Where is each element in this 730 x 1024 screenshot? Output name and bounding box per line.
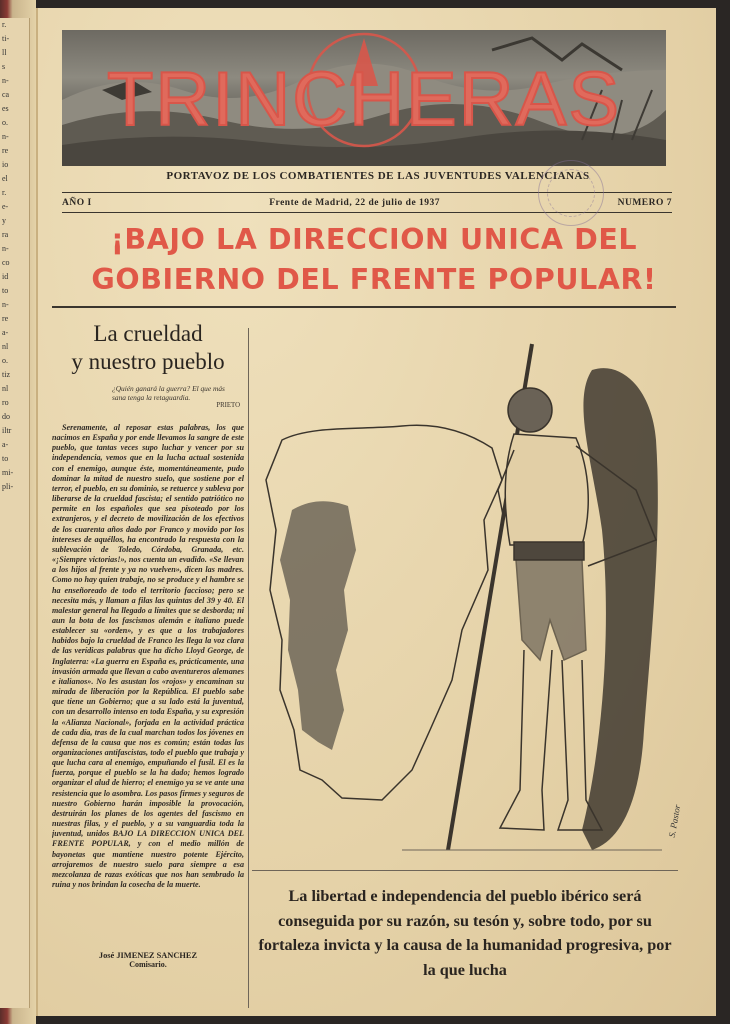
figure-shadow <box>582 368 658 850</box>
adjacent-page-text-fragment: a- <box>2 328 9 337</box>
issue-number: NUMERO 7 <box>617 198 672 208</box>
article-column <box>52 320 244 969</box>
adjacent-page-text-fragment: iltr <box>2 426 12 435</box>
headline-line-2: GOBIERNO DEL FRENTE POPULAR! <box>91 263 657 296</box>
adjacent-page-text-fragment: nl <box>2 342 9 351</box>
adjacent-page-text-fragment: co <box>2 258 10 267</box>
adjacent-page-text-fragment: io <box>2 160 9 169</box>
adjacent-page-text-fragment: ro <box>2 398 9 407</box>
adjacent-page-text-fragment: ll <box>2 48 7 57</box>
adjacent-page-text-fragment: e- <box>2 202 9 211</box>
adjacent-page-text-fragment: n- <box>2 76 9 85</box>
adjacent-page-text-fragment: el <box>2 174 8 183</box>
library-stamp <box>538 160 604 226</box>
adjacent-page-edge <box>0 18 30 1008</box>
masthead-title: TRINCHERAS <box>106 57 622 142</box>
adjacent-page-text-fragment: ra <box>2 230 9 239</box>
divider-rule <box>252 870 678 871</box>
illustration-artist-signature: S. Pastor <box>666 803 683 839</box>
issue-year: AÑO I <box>62 198 92 208</box>
adjacent-page-text-fragment: nl <box>2 384 9 393</box>
portugal-shaded-region <box>280 501 356 750</box>
adjacent-page-text-fragment: re <box>2 314 9 323</box>
adjacent-page-text-fragment: y <box>2 216 6 225</box>
article-title-line-2: y nuestro pueblo <box>71 349 225 374</box>
adjacent-page-text-fragment: n- <box>2 132 9 141</box>
adjacent-page-text-fragment: pli- <box>2 482 14 491</box>
adjacent-page-text-fragment: n- <box>2 300 9 309</box>
adjacent-page-text-fragment: r. <box>2 20 7 29</box>
divider-rule <box>52 306 676 308</box>
adjacent-page-text-fragment: re <box>2 146 9 155</box>
article-body: Serenamente, al reposar estas palabras, los que nacimos en España y por ende llevamos la sangre de este pueblo, que tantas veces supo luchar y vencer por su independencia, vemos que en la lucha actual sostenida con el enemigo, aunque éste, momentáneamente, pudo dominar la mitad de nuestro suelo, que sostiene por el terror, el pueblo, en su dominio, se retuerce y subleva por liberarse de la crueldad fascista; el sentido patriótico no permite en los españoles que sea pisoteado por los extranjeros, y el decreto de movilización de los efectivos de los cuarenta años dado por Franco y movido por los intereses de aquéllos, ha encontrado la respuesta con la sublevación de Toledo, Córdoba, Granada, etc. «¡Siempre victorias!», nos cuenta un evadido. «Se llevan a los hijos al frente y ya no vuelven», dicen las madres. Como no hay quien trabaje, no se produce y el hambre se ha enseñoreado de todo el territorio faccioso; pero se necesita más, y llaman a filas las quintas del 39 y 40. El malestar general ha llegado a límites que se desborda; ni aun la bota de los fascismos alemán e italiano puede establecer su «orden», y es que a los trabajadores habidos bajo la crueldad de Franco les llega la voz clara de las verídicas palabras que ha dicho Lloyd George, de Inglaterra: «La guerra en España es, prácticamente, una invasión armada que llevan a cabo aventureros alemanes e italianos». No les asustan los «rojos» y encaminan su mirada de liberación por la República. El pueblo sabe que tiene un Gobierno; que a su lado está la juventud, con un desarrollo intenso en toda España, y su expresión la «Alianza Nacional», forjada en la actividad práctica de cada día, tras de la cual marchan todos los jóvenes en defensa de la causa que nos es común; están todas las organizaciones antifascistas, todo el pueblo que trabaja y que lucha cara al enemigo, empuñando el fusil. El es la fuerza, porque el pueblo se la ha dado; hemos logrado organizar el alud de hierro; el enemigo ya se ve ante una resistencia que lo asombra. Los pasos firmes y seguros de nuestro Gobierno harán imposible la provocación, destruirán los planes de los agentes del fascismo en nuestras filas, y el pueblo, y a su vanguardia toda la juventud, unidos BAJO LA DIRECCION UNICA DEL FRENTE POPULAR, y con el medio millón de bayonetas que mantiene nuestro potente Ejército, arrojaremos de nuestro suelo para siempre a esa mezcolanza de razas exóticas que nos han sembrado la ruina y nos brindan la cosecha de la muerte. <box>52 423 244 890</box>
adjacent-page-text-fragment: o. <box>2 356 8 365</box>
adjacent-page-text-fragment: to <box>2 454 9 463</box>
adjacent-page-text-fragment: mi- <box>2 468 14 477</box>
place-and-date: Frente de Madrid, 22 de julio de 1937 <box>269 198 441 208</box>
illustration-caption: La libertad e independencia del pueblo ibérico será conseguida por su razón, su tesón y, sobre todo, por su fortaleza invicta y la causa de la humanidad progresiva, por la que lucha <box>258 887 672 979</box>
adjacent-page-text-fragment: a- <box>2 440 9 449</box>
masthead-banner <box>62 30 666 166</box>
article-author: José JIMENEZ SANCHEZ <box>98 951 198 960</box>
adjacent-page-text-fragment: o. <box>2 118 8 127</box>
main-headline <box>54 220 694 300</box>
article-epigraph: ¿Quién ganará la guerra? El que más sana tenga la retaguardia. <box>112 384 225 402</box>
adjacent-page-text-fragment: es <box>2 104 9 113</box>
adjacent-page-text-fragment: id <box>2 272 9 281</box>
adjacent-page-text-fragment: do <box>2 412 10 421</box>
masthead-subtitle: PORTAVOZ DE LOS COMBATIENTES DE LAS JUVENTUDES VALENCIANAS <box>166 170 590 182</box>
adjacent-page-text-fragment: tiz <box>2 370 10 379</box>
adjacent-page-text-fragment: ti- <box>2 34 10 43</box>
adjacent-page-text-fragment: r. <box>2 188 7 197</box>
column-divider <box>248 328 249 1008</box>
adjacent-page-text-fragment: s <box>2 62 6 71</box>
epigraph-author: PRIETO <box>216 402 240 409</box>
adjacent-page-text-fragment: ca <box>2 90 10 99</box>
adjacent-page-text-fragment: to <box>2 286 9 295</box>
headline-line-1: ¡BAJO LA DIRECCION UNICA DEL <box>110 223 638 256</box>
adjacent-page-text-fragment: n- <box>2 244 9 253</box>
article-author-role: Comisario. <box>129 960 167 969</box>
article-title-line-1: La crueldad <box>93 321 203 346</box>
iberia-soldier-illustration <box>252 330 676 862</box>
article-title <box>52 320 244 376</box>
newspaper-page <box>36 8 716 1016</box>
